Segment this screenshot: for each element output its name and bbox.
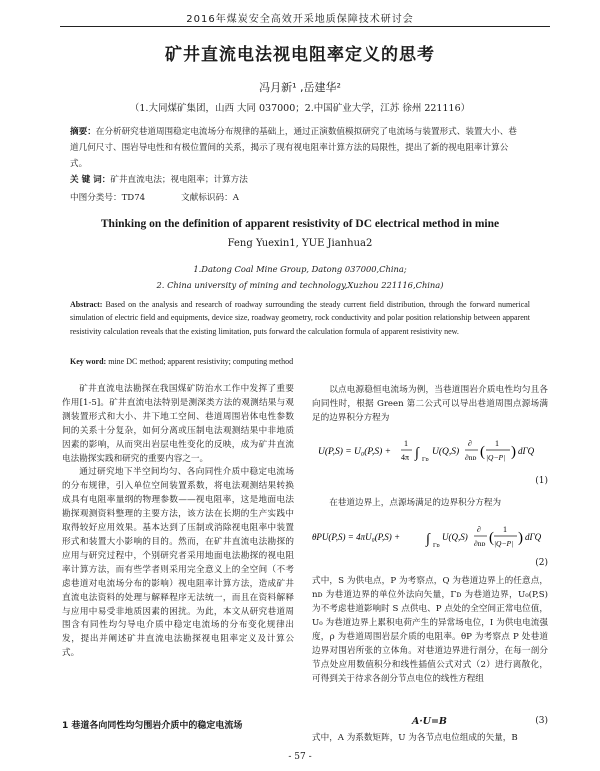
page-number: - 57 - (288, 752, 312, 762)
abstract-chinese (70, 124, 525, 172)
body-right-after (312, 731, 548, 745)
svg-text:θPU(P,S) = 4πU₀(P,S) +: θPU(P,S) = 4πU₀(P,S) + (312, 532, 401, 542)
body-right-mid (312, 496, 548, 510)
abstract-text-chinese: 在分析研究巷道周围稳定电流场分布规律的基础上，通过正演数值模拟研究了电流场与装置形式、装置大小、巷道几何尺寸、围岩导电性和有极位置间的关系，揭示了现有视电阻率计算方法的局限性，提出了新的视电阻率计算公式。 (70, 127, 517, 169)
keywords-english (70, 357, 530, 366)
body-right-intro (312, 383, 548, 425)
doc-code-value: A (232, 193, 239, 203)
affiliation-english-1: 1.Datong Coal Mine Group, Datong 037000,China; (193, 264, 407, 274)
title-english: Thinking on the definition of apparent resistivity of DC electrical method in mine (100, 218, 500, 230)
equation-2 (312, 518, 548, 568)
svg-text:∂nᴅ: ∂nᴅ (465, 453, 477, 462)
body-paragraph: 以点电源稳恒电流场为例，当巷道围岩介质电性均匀且各向同性时，根据 Green 第二公式可以导出巷道周围点源场满足的边界积分方程为 (312, 385, 548, 423)
svg-text:): ) (511, 444, 516, 460)
svg-text:U(Q,S): U(Q,S) (432, 447, 460, 457)
keywords-text-english: mine DC method; apparent resistivity; computing method (108, 357, 294, 366)
svg-text:∫: ∫ (426, 532, 430, 547)
keywords-text-chinese: 矿井直流电法；视电阻率；计算方法 (110, 175, 248, 185)
keywords-chinese (70, 173, 530, 185)
svg-text:1: 1 (495, 439, 499, 448)
equation-3 (312, 716, 548, 732)
svg-text:∫: ∫ (415, 446, 419, 461)
equation-1-number: (1) (535, 476, 548, 486)
clc-label: 中图分类号： (70, 193, 122, 203)
svg-text:1: 1 (404, 439, 408, 448)
section-heading: 1 巷道各向同性均匀围岩介质中的稳定电流场 (62, 721, 243, 731)
body-paragraph: 在巷道边界上，点源场满足的边界积分方程为 (329, 498, 502, 508)
svg-text:U(P,S) = U₀(P,S) +: U(P,S) = U₀(P,S) + (318, 447, 392, 457)
equation-2-number: (2) (535, 558, 548, 568)
svg-text:(: ( (480, 444, 485, 460)
svg-text:∂: ∂ (468, 439, 472, 448)
svg-text:U(Q,S): U(Q,S) (442, 532, 468, 542)
equation-1 (312, 432, 548, 486)
classification-line (70, 191, 530, 203)
abstract-label-chinese: 摘要： (70, 127, 96, 137)
header-rule (60, 26, 550, 27)
svg-text:|Q−P|: |Q−P| (494, 539, 514, 548)
svg-text:(: ( (489, 530, 494, 546)
body-paragraph: 式中，A 为系数矩阵，U 为各节点电位组成的矢量，B (312, 733, 518, 743)
abstract-english (70, 298, 530, 338)
svg-text:1: 1 (503, 525, 507, 534)
body-paragraph: 式中，S 为供电点，P 为考察点，Q 为巷道边界上的任意点，nᴅ 为巷道边界的单位外法向矢量，Γᴅ 为巷道边界，U₀(P,S) 为不考虑巷道影响时 S 点供电、P 点处的全空间正常电位值，U₀ 为巷道边界上累积电荷产生的异常场电位，I 为供电电流强度，ρ 为巷道周围岩层介质的电阻率。θP 为考察点 P 处巷道边界对围岩所张的立体角。对巷道边界进行剖分，在每一剖分节点处应用数值积分和线性插值公式对式（2）进行离散化，可得到关于待求各剖分节点电位的线性方程组 (312, 576, 548, 684)
keywords-label-chinese: 关 键 词： (70, 175, 111, 185)
body-right-explain (312, 574, 548, 686)
equation-1-formula (312, 432, 548, 472)
equation-3-formula: A·U=B (412, 716, 447, 727)
affiliation-chinese: （1.大同煤矿集团，山西 大同 037000；2.中国矿业大学，江苏 徐州 221116） (129, 103, 471, 114)
svg-text:|Q−P|: |Q−P| (486, 453, 506, 462)
svg-text:dΓQ: dΓQ (525, 532, 542, 542)
abstract-label-english: Abstract: (70, 300, 103, 309)
body-paragraph: 矿井直流电法勘探在我国煤矿防治水工作中发挥了重要作用[1-5]。矿井直流电法特别是测深类方法的观测结果与观测装置形式和大小、井下地工空间、巷道周围岩体电性参数间的关系十分复杂，如何分离或压制电法观测结果中非地质因素的影响，从而突出岩层电性变化的反映，成为矿井直流电法勘探实践和研究的重要内容之一。 (62, 384, 294, 464)
title-chinese: 矿井直流电法视电阻率定义的思考 (165, 45, 435, 65)
doc-code-label: 文献标识码： (181, 193, 233, 203)
svg-text:Γᴅ: Γᴅ (433, 543, 440, 549)
affiliation-english-2: 2. China university of mining and technology,Xuzhou 221116,China) (156, 280, 444, 290)
svg-text:): ) (518, 530, 523, 546)
equation-3-number: (3) (535, 716, 548, 726)
body-column-left (62, 383, 294, 661)
equation-2-formula (312, 518, 548, 558)
svg-text:dΓQ: dΓQ (518, 446, 535, 456)
svg-text:∂nᴅ: ∂nᴅ (474, 539, 486, 548)
authors-chinese: 冯月新¹ ,岳建华² (259, 81, 341, 94)
running-header: 2016年煤炭安全高效开采地质保障技术研讨会 (186, 14, 414, 25)
abstract-text-english: Based on the analysis and research of roadway surrounding the steady current field distribution, through the forward numerical simulation of electric field and equipments, device size, roadway geometry, rock conductivity and polar position relationship between apparent resistivity calculation reveals that the existing limitation, puts forward the calculation formula of apparent resistivity new. (70, 300, 531, 336)
keywords-label-english: Key word: (70, 357, 107, 366)
svg-text:4π: 4π (401, 453, 410, 462)
svg-text:Γᴅ: Γᴅ (422, 457, 429, 463)
body-paragraph: 通过研究地下半空间均匀、各向同性介质中稳定电流场的分布规律，引入单位空间装置系数，将电法观测结果转换成具有电阻率量纲的物理参数——视电阻率，这是地面电法勘探观测资料整理的主要方法，该方法在长期的生产实践中取得较好应用效果。基本达到了压制或消除视电阻率中装置形式和装置大小影响的目的。然而，在矿井直流电法勘探的应用与研究过程中，个别研究者采用地面电法勘探的视电阻率计算方法，而有些学者则采用完全意义上的全空间（不考虑巷道对电流场分布的影响）视电阻率计算方法，造成矿井直流电法资料的处理与解释程序无法统一，而且在资料解释与应用中易受非地质因素的困扰。为此，本文从研究巷道周围含有同性均匀导电介质中稳定电流场的分布变化规律出发，提出并阐述矿井直流电法勘探视电阻率定义及计算公式。 (62, 467, 294, 659)
authors-english: Feng Yuexin1, YUE Jianhua2 (227, 238, 373, 249)
svg-text:∂: ∂ (477, 525, 481, 534)
clc-value: TD74 (121, 193, 146, 203)
